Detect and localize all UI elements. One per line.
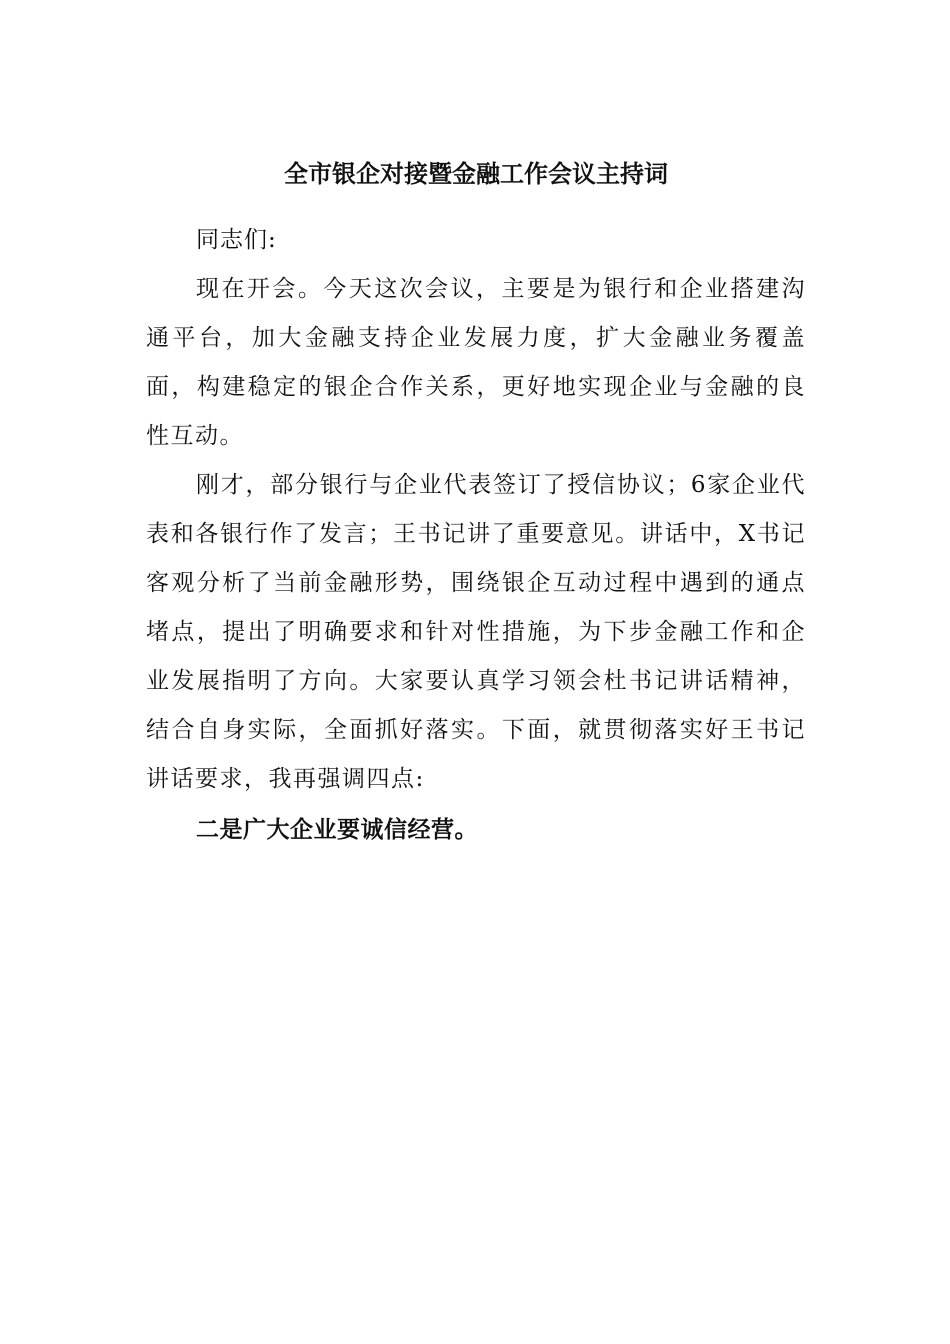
salutation: 同志们:: [196, 227, 277, 253]
paragraph-opening: 现在开会。今天这次会议，主要是为银行和企业搭建沟通平台，加大金融支持企业发展力度，扩大金融业务覆盖面，构建稳定的银企合作关系，更好地实现企业与金融的良性互动。: [146, 276, 806, 449]
paragraph-summary: 刚才，部分银行与企业代表签订了授信协议；6家企业代表和各银行作了发言；王书记讲了重要意见。讲话中，X书记客观分析了当前金融形势，围绕银企互动过程中遇到的通点堵点，提出了明确要求和针对性措施，为下步金融工作和企业发展指明了方向。大家要认真学习领会杜书记讲话精神，结合自身实际，全面抓好落实。下面，就贯彻落实好王书记讲话要求，我再强调四点:: [146, 472, 806, 792]
document-title: 全市银企对接暨金融工作会议主持词: [284, 160, 668, 188]
document-body: [146, 150, 806, 855]
point-heading: 二是广大企业要诚信经营。: [196, 817, 478, 843]
